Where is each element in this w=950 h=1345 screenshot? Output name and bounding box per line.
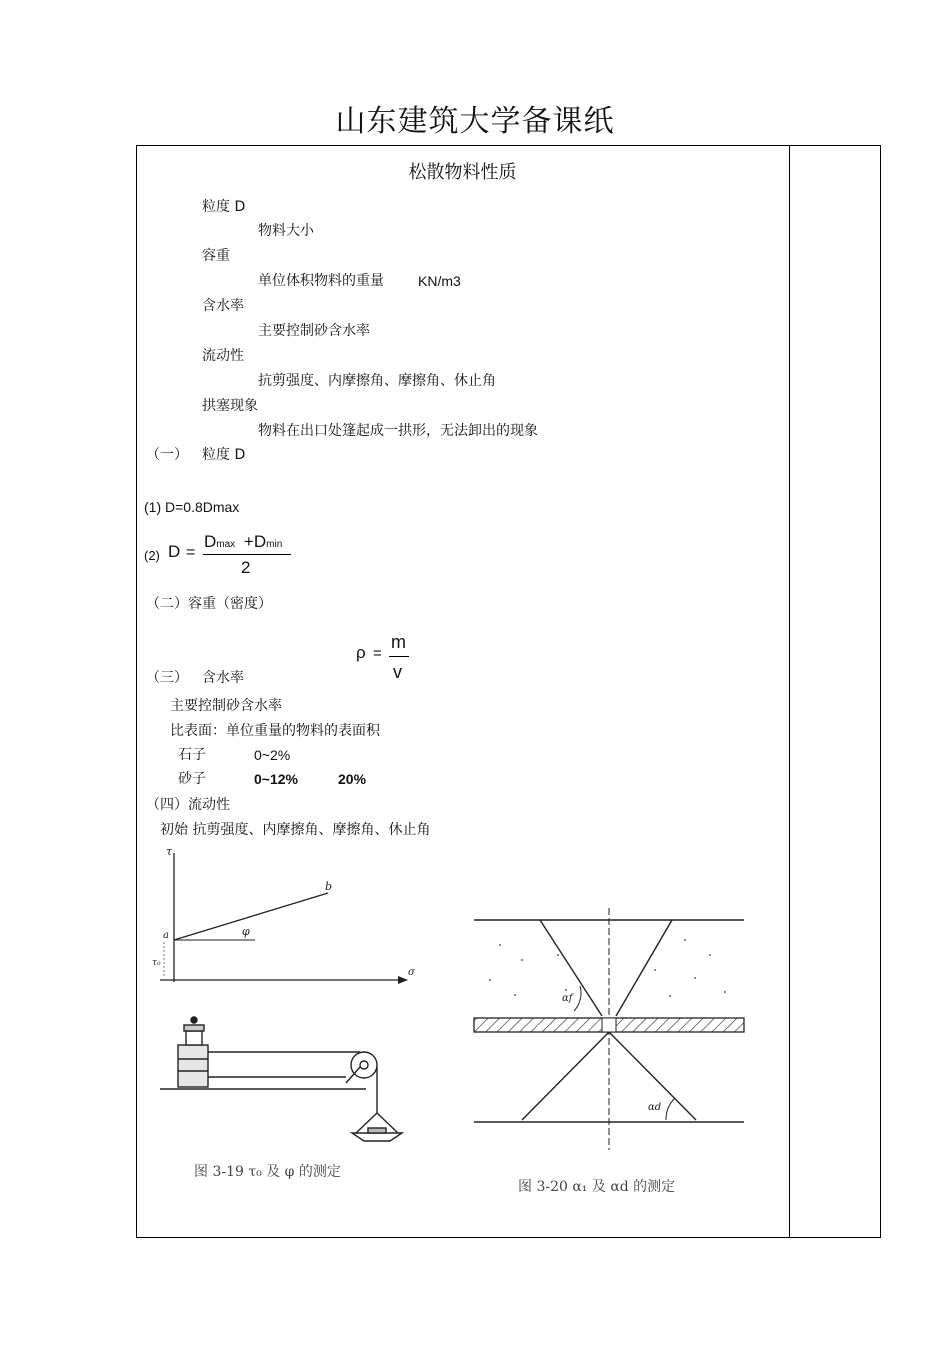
formula-3-numerator: m (391, 632, 406, 652)
outline-term-arching: 拱塞现象 (202, 398, 258, 414)
phi-label: φ (242, 925, 250, 938)
formula-3-equals: = (373, 645, 382, 662)
alpha-f-label: αf (562, 993, 573, 1004)
lesson-heading: 松散物料性质 (408, 162, 517, 183)
sand-label: 砂子 (178, 771, 206, 787)
outline-term-density: 容重 (202, 248, 230, 264)
b-label: b (325, 880, 333, 893)
outline-desc-arching: 物料在出口处篷起成一拱形，无法卸出的现象 (258, 423, 538, 439)
section-3-number: （三） (146, 670, 188, 686)
moisture-line-2: 比表面：单位重量的物料的表面积 (170, 723, 380, 739)
dmax-subscript: max (216, 539, 236, 550)
sand-value: 0~12% (254, 771, 298, 787)
formula-3-fraction-bar (389, 656, 409, 657)
formula-2-number: (2) (144, 548, 160, 563)
stone-value: 0~2% (254, 747, 291, 763)
tau-label: τ (166, 845, 173, 858)
outline-term-flow: 流动性 (202, 348, 244, 364)
outline-desc-flow: 抗剪强度、内摩擦角、摩擦角、休止角 (258, 373, 496, 389)
strength-line (174, 893, 328, 940)
formula-2-numerator (204, 534, 282, 553)
notes-column-divider (789, 145, 790, 1238)
shear-apparatus (160, 1017, 402, 1141)
alpha-d-label: αd (648, 1102, 662, 1113)
figure-3-19-caption: 图 3-19 τ₀ 及 φ 的测定 (194, 1164, 341, 1180)
figure-3-19 (150, 845, 420, 1185)
dmin-subscript: min (266, 539, 283, 550)
section-2-title: （二）容重（密度） (146, 596, 272, 612)
moisture-line-1: 主要控制砂含水率 (170, 698, 282, 714)
section-4-title: （四）流动性 (146, 797, 230, 813)
formula-1: (1) D=0.8Dmax (144, 499, 240, 515)
outline-term-moisture: 含水率 (202, 298, 244, 314)
plus-sign: + (243, 532, 254, 551)
section-3-title: 含水率 (202, 670, 244, 686)
sigma-arrow-icon (398, 976, 408, 984)
section-1-number: （一） (146, 447, 188, 463)
formula-3-lhs: ρ (356, 643, 366, 662)
outline-desc-moisture: 主要控制砂含水率 (258, 323, 370, 339)
formula-2-equals: = (186, 544, 196, 561)
flow-line: 初始 抗剪强度、内摩擦角、摩擦角、休止角 (160, 822, 431, 838)
tau0-label: τ₀ (152, 958, 161, 968)
sand-value-2: 20% (338, 771, 367, 787)
outline-desc-density: 单位体积物料的重量 (258, 273, 384, 289)
stone-label: 石子 (178, 747, 206, 763)
outlet-opening (602, 1018, 616, 1032)
outline-desc-granularity: 物料大小 (258, 223, 314, 239)
formula-3-denominator: v (393, 662, 402, 682)
formula-2-fraction-bar (203, 554, 291, 555)
a-label: a (163, 930, 169, 941)
outline-unit-density: KN/m3 (418, 273, 461, 289)
figure-3-20-caption: 图 3-20 α₁ 及 αd 的测定 (518, 1179, 676, 1195)
formula-2-lhs: D (168, 542, 181, 561)
formula-2-denominator: 2 (241, 558, 251, 577)
figure-3-20 (470, 900, 750, 1200)
sigma-label: σ (408, 967, 415, 978)
outline-term-granularity: 粒度 D (202, 199, 246, 215)
section-1-title: 粒度 D (202, 447, 246, 463)
dmax-symbol: D (204, 532, 217, 551)
page-title: 山东建筑大学备课纸 (335, 104, 615, 139)
dmin-symbol: D (253, 532, 267, 551)
